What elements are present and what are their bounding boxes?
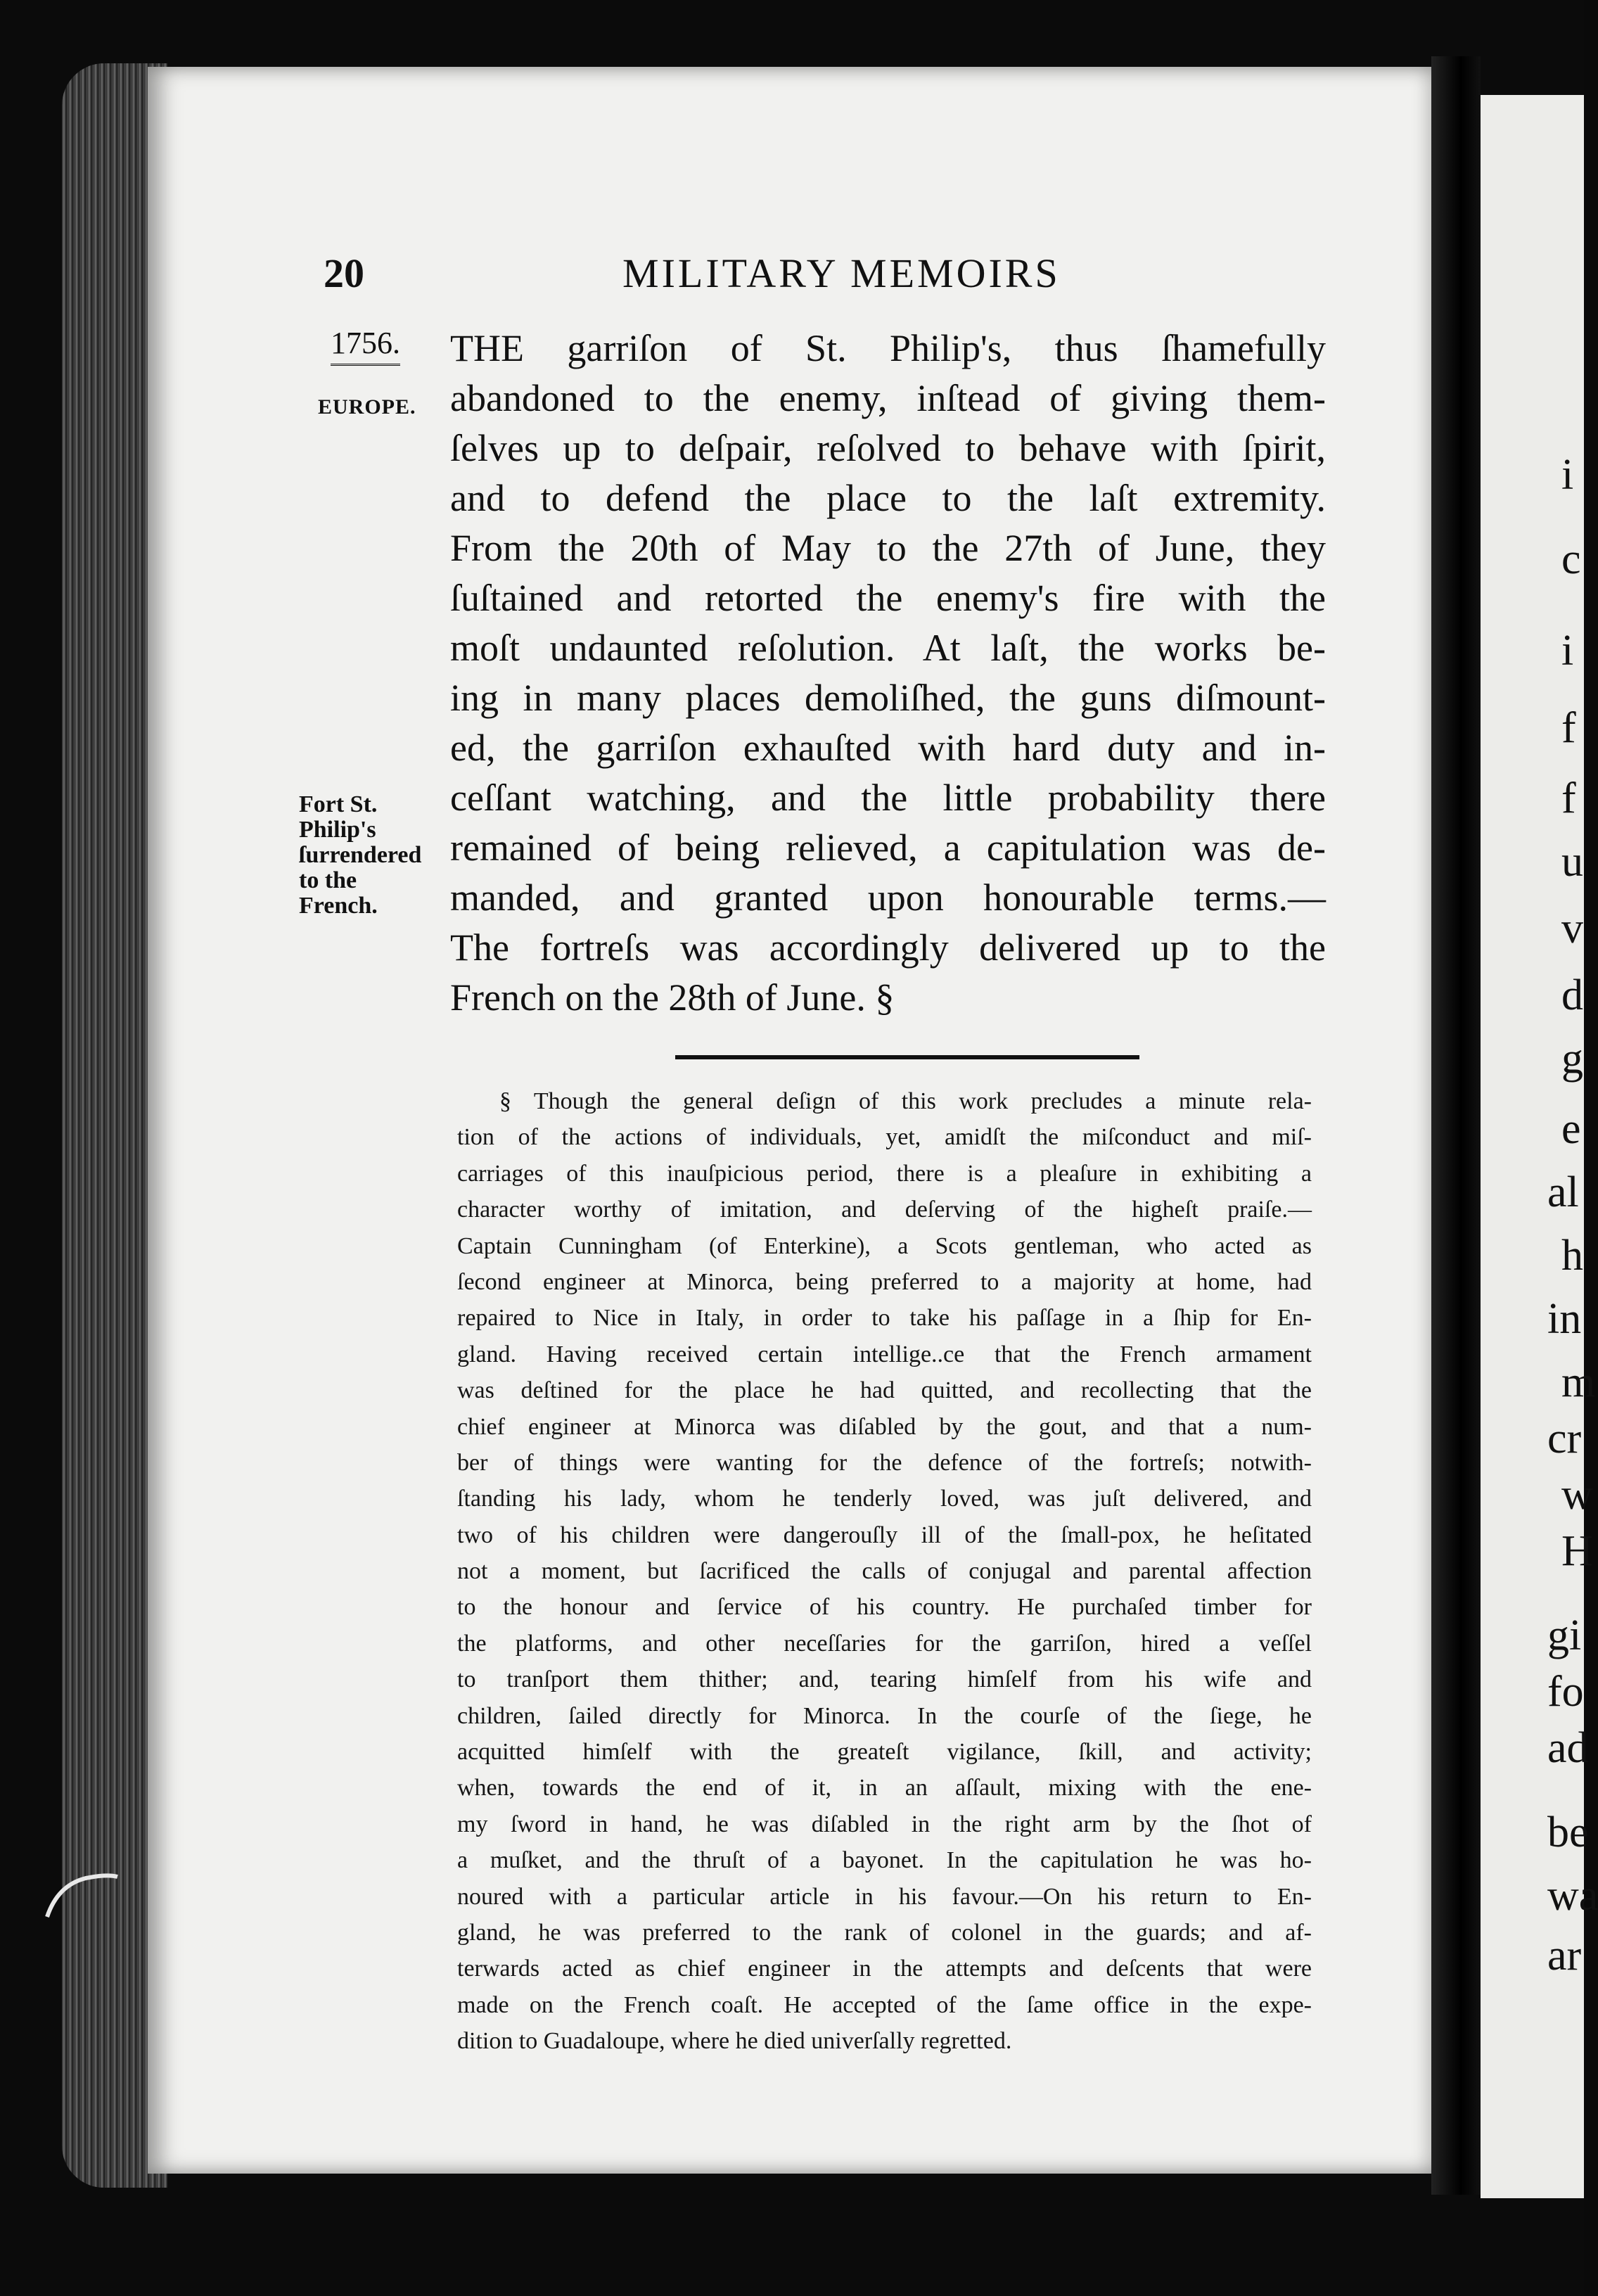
body-line: and to defend the place to the laſt extremity. <box>450 477 1326 519</box>
footnote-line: carriages of this inauſpicious period, there is a pleaſure in exhibiting a <box>457 1160 1312 1187</box>
sidenote-line: French. <box>299 893 378 919</box>
margin-sidenote <box>299 792 440 919</box>
footnote-line: a muſket, and the thruſt of a bayonet. In the capitulation he was ho- <box>457 1847 1312 1874</box>
footnote-line: Captain Cunningham (of Enterkine), a Scots gentleman, who acted as <box>457 1232 1312 1259</box>
footnote-line: ber of things were wanting for the defence of the fortreſs; notwith- <box>457 1449 1312 1476</box>
adjacent-page-fragment: v <box>1561 905 1583 952</box>
adjacent-page-fragment: cr <box>1547 1415 1582 1462</box>
footnote-line: gland. Having received certain intellige..ce that the French armament <box>457 1341 1312 1367</box>
footnote-line: children, ſailed directly for Minorca. In the courſe of the ſiege, he <box>457 1702 1312 1729</box>
body-line: THE garriſon of St. Philip's, thus ſhamefully <box>450 327 1326 369</box>
adjacent-page-fragment: al <box>1547 1168 1579 1216</box>
running-title: MILITARY MEMOIRS <box>622 250 1061 296</box>
margin-year: 1756. <box>331 325 400 366</box>
body-line: ſelves up to deſpair, reſolved to behave with ſpirit, <box>450 427 1326 469</box>
adjacent-page-fragment: f <box>1561 774 1576 822</box>
body-line: ceſſant watching, and the little probability there <box>450 777 1326 819</box>
footnote-line: the platforms, and other neceſſaries for the garriſon, hired a veſſel <box>457 1630 1312 1657</box>
adjacent-page <box>1481 95 1598 2198</box>
footnote-line: my ſword in hand, he was diſabled in the right arm by the ſhot of <box>457 1811 1312 1837</box>
adjacent-page-fragment: gi <box>1547 1612 1582 1659</box>
sidenote-line: Philip's <box>299 817 376 843</box>
body-line: ed, the garriſon exhauſted with hard duty and in- <box>450 727 1326 769</box>
adjacent-page-fragment: in <box>1547 1295 1582 1343</box>
adjacent-page-fragment: H <box>1561 1527 1593 1575</box>
footnote-line: made on the French coaſt. He accepted of the ſame office in the expe- <box>457 1991 1312 2018</box>
adjacent-page-fragment: i <box>1561 451 1574 499</box>
footnote-line: when, towards the end of it, in an aſſault, mixing with the ene- <box>457 1775 1312 1801</box>
footnote-divider <box>675 1055 1139 1059</box>
footnote-line: to tranſport them thither; and, tearing himſelf from his wife and <box>457 1666 1312 1693</box>
body-line: manded, and granted upon honourable terms.— <box>450 876 1326 919</box>
footnote-line: ſecond engineer at Minorca, being preferred to a majority at home, had <box>457 1268 1312 1295</box>
adjacent-page-fragment: be <box>1547 1809 1589 1856</box>
adjacent-page-fragment: ad <box>1547 1724 1589 1772</box>
footnote-line: terwards acted as chief engineer in the attempts and deſcents that were <box>457 1956 1312 1982</box>
body-line: ſuſtained and retorted the enemy's fire with the <box>450 577 1326 619</box>
body-line: remained of being relieved, a capitulation was de- <box>450 827 1326 869</box>
adjacent-page-fragment: h <box>1561 1232 1583 1280</box>
footnote-line: to the honour and ſervice of his country. He purchaſed timber for <box>457 1594 1312 1621</box>
sidenote-line: ſurrendered <box>299 842 422 868</box>
footnote-line: repaired to Nice in Italy, in order to take his paſſage in a ſhip for En- <box>457 1305 1312 1332</box>
footnote-line: ſtanding his lady, whom he tenderly loved, was juſt delivered, and <box>457 1486 1312 1512</box>
book-gutter <box>1431 56 1481 2195</box>
page-number: 20 <box>324 250 364 296</box>
footnote-line: dition to Guadaloupe, where he died univerſally regretted. <box>457 2028 1012 2055</box>
adjacent-page-fragment: g <box>1561 1035 1583 1083</box>
adjacent-page-fragment: c <box>1561 535 1581 583</box>
footnote-line: two of his children were dangerouſly ill of the ſmall-pox, he heſitated <box>457 1522 1312 1548</box>
adjacent-page-fragment: e <box>1561 1105 1581 1153</box>
footnote-line: character worthy of imitation, and deſerving of the higheſt praiſe.— <box>457 1197 1312 1223</box>
adjacent-page-fragment: f <box>1561 704 1576 752</box>
footnote-line: gland, he was preferred to the rank of colonel in the guards; and af- <box>457 1919 1312 1946</box>
page-clip-mark <box>44 1864 121 1920</box>
footnote-line: noured with a particular article in his favour.—On his return to En- <box>457 1883 1312 1910</box>
adjacent-page-fragment: ar <box>1547 1932 1582 1979</box>
footnote-line: not a moment, but ſacrificed the calls of conjugal and parental affection <box>457 1558 1312 1585</box>
footnote-line: § Though the general deſign of this work precludes a minute rela- <box>499 1088 1312 1114</box>
adjacent-page-fragment: wa <box>1547 1872 1598 1920</box>
body-line: moſt undaunted reſolution. At laſt, the works be- <box>450 627 1326 669</box>
adjacent-page-fragment: u <box>1561 838 1583 886</box>
adjacent-page-fragment: d <box>1561 971 1583 1019</box>
footnote <box>457 1083 1312 2060</box>
sidenote-line: Fort St. <box>299 791 378 817</box>
adjacent-page-fragment: m <box>1561 1358 1596 1406</box>
body-line: abandoned to the enemy, inſtead of giving them- <box>450 377 1326 419</box>
footnote-line: tion of the actions of individuals, yet, amidſt the miſconduct and miſ- <box>457 1124 1312 1151</box>
margin-region: EUROPE. <box>318 395 416 419</box>
footnote-line: acquitted himſelf with the greateſt vigilance, ſkill, and activity; <box>457 1739 1312 1766</box>
adjacent-page-fragment: w <box>1561 1471 1593 1519</box>
footnote-line: was deſtined for the place he had quitted, and recollecting that the <box>457 1377 1312 1404</box>
body-line: ing in many places demoliſhed, the guns diſmount- <box>450 677 1326 719</box>
adjacent-page-fragment: fo <box>1547 1668 1584 1716</box>
footnote-line: chief engineer at Minorca was diſabled by the gout, and that a num- <box>457 1413 1312 1440</box>
adjacent-page-fragment: i <box>1561 627 1574 675</box>
body-line: The fortreſs was accordingly delivered up to the <box>450 926 1326 969</box>
body-line: French on the 28th of June. § <box>450 976 895 1019</box>
body-line: From the 20th of May to the 27th of June, they <box>450 527 1326 569</box>
main-paragraph <box>450 324 1326 1023</box>
sidenote-line: to the <box>299 867 357 893</box>
